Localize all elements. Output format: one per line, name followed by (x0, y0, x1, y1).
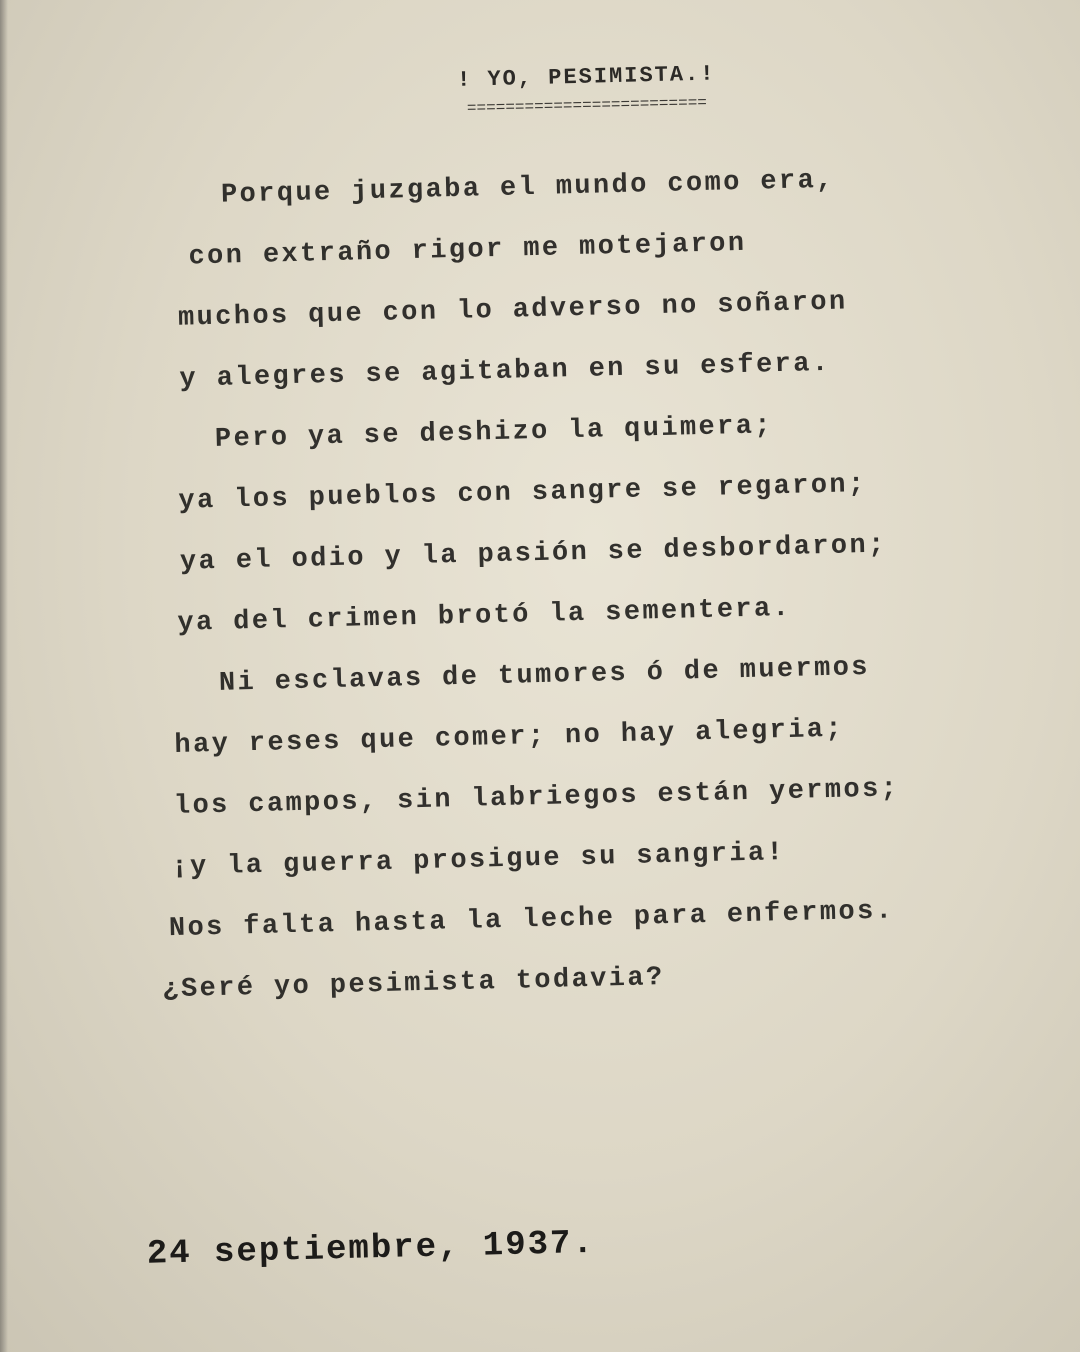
poem-line: Nos falta hasta la leche para enfermos. (168, 896, 895, 945)
poem-date: 24 septiembre, 1937. (146, 1224, 596, 1274)
poem-line: ¡y la guerra prosigue su sangria! (171, 838, 786, 884)
poem-line: ¿Seré yo pesimista todavia? (162, 963, 665, 1006)
poem-line: Porque juzgaba el mundo como era, (220, 165, 836, 211)
poem-line: los campos, sin labriegos están yermos; (173, 774, 900, 822)
title-underline: ========================= (466, 93, 708, 118)
poem-line: hay reses que comer; no hay alegria; (174, 714, 845, 761)
poem-line: ya los pueblos con sangre se regaron; (178, 469, 867, 517)
poem-line: muchos que con lo adverso no soñaron (177, 287, 848, 334)
poem-body (129, 156, 1050, 1032)
poem-line: con extraño rigor me motejaron (188, 228, 747, 273)
poem-line: Pero ya se deshizo la quimera; (214, 411, 774, 455)
poem-line: Ni esclavas de tumores ó de muermos (218, 652, 871, 699)
poem-line: ya del crimen brotó la sementera. (177, 593, 792, 639)
poem-line: y alegres se agitaban en su esfera. (179, 348, 831, 395)
poem-line: ya el odio y la pasión se desbordaron; (179, 530, 888, 578)
poem-title: ! YO, PESIMISTA.! (456, 61, 716, 93)
